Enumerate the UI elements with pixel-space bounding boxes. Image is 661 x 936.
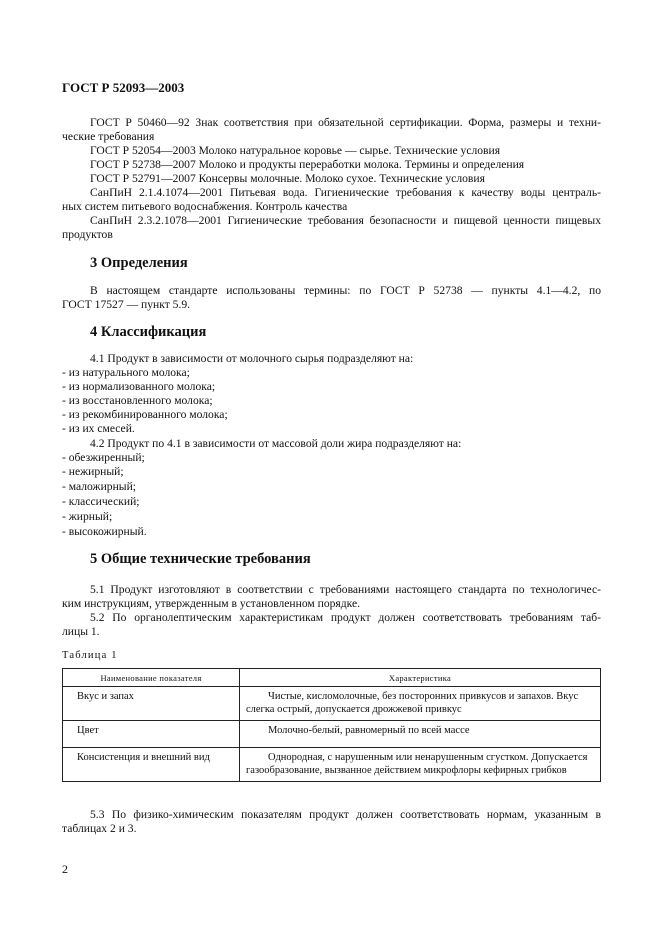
list-item: - из нормализованного молока; [62, 380, 216, 393]
list-item: - из их смесей. [62, 422, 135, 435]
paragraph-line: таблицах 2 и 3. [62, 822, 137, 835]
indicator-value: Чистые, кисломолочные, без посторонних привкусов и запахов. Вкус слегка острый, допускается дрожжевой привкус [240, 687, 601, 721]
page-number: 2 [62, 862, 68, 876]
reference-line: СанПиН 2.1.4.1074—2001 Питьевая вода. Гигиенические требования к качеству воды централь- [90, 186, 601, 199]
list-item: - из натурального молока; [62, 366, 190, 379]
list-item: - классический; [62, 495, 140, 508]
section-heading: 5 Общие технические требования [90, 551, 311, 567]
reference-line: ГОСТ Р 50460—92 Знак соответствия при обязательной сертификации. Форма, размеры и техни- [90, 116, 601, 129]
paragraph-line: В настоящем стандарте использованы термины: по ГОСТ Р 52738 — пункты 4.1—4.2, по [90, 284, 601, 297]
indicator-name: Цвет [63, 721, 240, 748]
indicator-name: Консистенция и внешний вид [63, 748, 240, 782]
table-row [63, 721, 601, 748]
list-item: - из восстановленного молока; [62, 394, 213, 407]
paragraph-line: 4.2 Продукт по 4.1 в зависимости от массовой доли жира подразделяют на: [90, 437, 462, 450]
list-item: - маложирный; [62, 480, 136, 493]
list-item: - из рекомбинированного молока; [62, 408, 228, 421]
paragraph-line: 5.2 По органолептическим характеристикам продукт должен соответствовать требованиям таб- [90, 611, 601, 624]
characteristics-table [62, 668, 601, 782]
list-item: - обезжиренный; [62, 451, 145, 464]
table-row [63, 748, 601, 782]
list-item: - жирный; [62, 510, 113, 523]
reference-line: ных систем питьевого водоснабжения. Контроль качества [62, 200, 348, 213]
paragraph-line: 4.1 Продукт в зависимости от молочного сырья подразделяют на: [90, 352, 414, 365]
section-heading: 4 Классификация [90, 324, 207, 340]
reference-line: ческие требования [62, 130, 155, 143]
table-caption: Таблица 1 [62, 650, 118, 661]
paragraph-line: 5.1 Продукт изготовляют в соответствии с требованиями настоящего стандарта по технологичес- [90, 583, 601, 596]
paragraph-line: 5.3 По физико-химическим показателям продукт должен соответствовать нормам, указанным в [90, 808, 601, 821]
paragraph-line: ГОСТ 17527 — пункт 5.9. [62, 298, 191, 311]
reference-line: ГОСТ Р 52054—2003 Молоко натуральное коровье — сырье. Технические условия [90, 144, 501, 157]
indicator-name: Вкус и запах [63, 687, 240, 721]
list-item: - высокожирный. [62, 525, 147, 538]
reference-line: ГОСТ Р 52791—2007 Консервы молочные. Молоко сухое. Технические условия [90, 172, 485, 185]
column-header: Характеристика [240, 669, 601, 687]
column-header: Наименование показателя [63, 669, 240, 687]
indicator-value: Молочно-белый, равномерный по всей массе [240, 721, 601, 748]
reference-line: СанПиН 2.3.2.1078—2001 Гигиенические требования безопасности и пищевой ценности пищевых [90, 214, 601, 227]
indicator-value: Однородная, с нарушенным или ненарушенным сгустком. Допускается газообразование, вызванное действием микрофлоры кефирных грибков [240, 748, 601, 782]
table-header-row [63, 669, 601, 687]
reference-line: продуктов [62, 228, 113, 241]
reference-line: ГОСТ Р 52738—2007 Молоко и продукты переработки молока. Термины и определения [90, 158, 525, 171]
paragraph-line: лицы 1. [62, 625, 100, 638]
document-header: ГОСТ Р 52093—2003 [62, 80, 185, 95]
paragraph-line: ким инструкциям, утвержденным в установленном порядке. [62, 597, 361, 610]
list-item: - нежирный; [62, 465, 124, 478]
table-row [63, 687, 601, 721]
section-heading: 3 Определения [90, 255, 188, 271]
